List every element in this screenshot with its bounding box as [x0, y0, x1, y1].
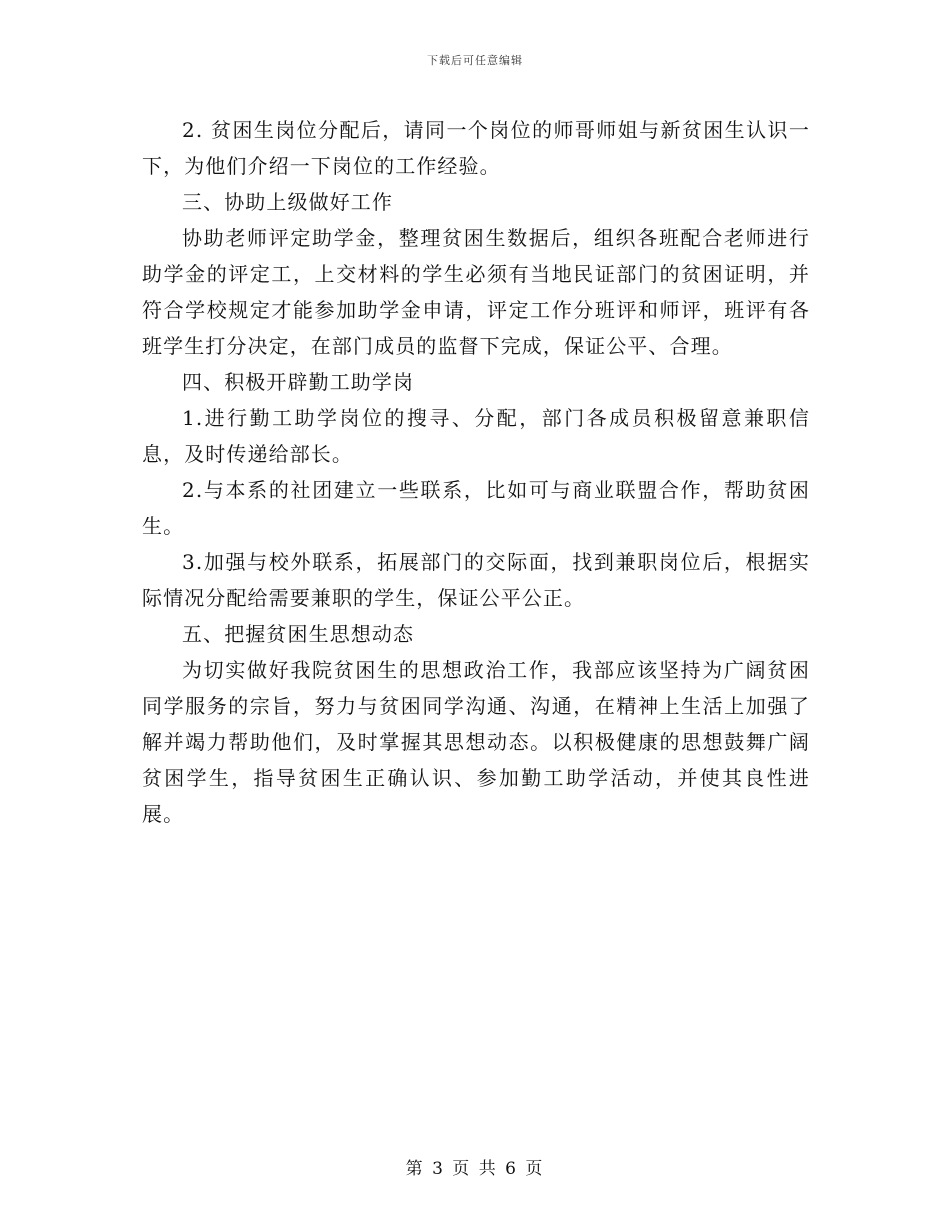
section-heading-4: 四、积极开辟勤工助学岗 — [182, 370, 415, 394]
page-footer: 第 3 页 共 6 页 — [405, 1159, 545, 1179]
section-heading-3: 三、协助上级做好工作 — [182, 190, 393, 214]
paragraph-assist-grant: 协助老师评定助学金，整理贫困生数据后，组织各班配合老师进行助学金的评定工，上交材料的学生必须有当地民证部门的贫困证明，并符合学校规定才能参加助学金申请，评定工作分班评和师评，班评有各班学生打分决定，在部门成员的监督下完成，保证公平、合理。 — [142, 226, 810, 358]
paragraph-item-2b: 2.与本系的社团建立一些联系，比如可与商业联盟合作，帮助贫困生。 — [142, 478, 810, 538]
paragraph-item-1: 1.进行勤工助学岗位的搜寻、分配，部门各成员积极留意兼职信息，及时传递给部长。 — [142, 406, 810, 466]
paragraph-item-2: 2. 贫困生岗位分配后，请同一个岗位的师哥师姐与新贫困生认识一下，为他们介绍一下岗位的工作经验。 — [142, 118, 810, 178]
document-body — [142, 112, 810, 832]
section-heading-5: 五、把握贫困生思想动态 — [182, 622, 415, 646]
paragraph-item-3: 3.加强与校外联系，拓展部门的交际面，找到兼职岗位后，根据实际情况分配给需要兼职的学生，保证公平公正。 — [142, 550, 810, 610]
paragraph-thought-work: 为切实做好我院贫困生的思想政治工作，我部应该坚持为广阔贫困同学服务的宗旨，努力与贫困同学沟通、沟通，在精神上生活上加强了解并竭力帮助他们，及时掌握其思想动态。以积极健康的思想鼓舞广阔贫困学生，指导贫困生正确认识、参加勤工助学活动，并使其良性进展。 — [142, 658, 810, 826]
page-header: 下载后可任意编辑 — [427, 54, 523, 67]
